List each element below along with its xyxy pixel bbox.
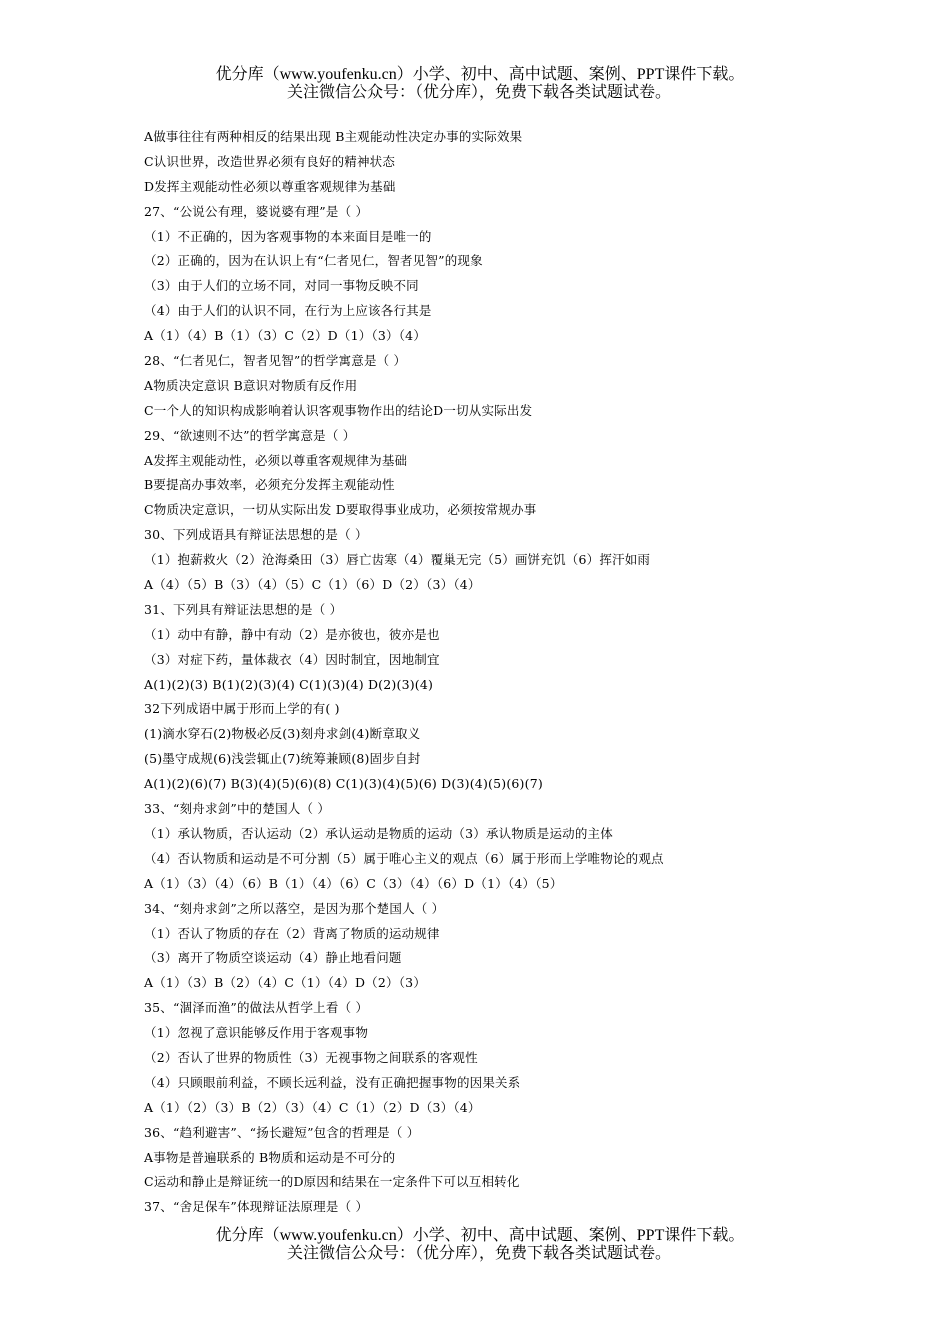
text-line: （1）动中有静，静中有动（2）是亦彼也，彼亦是也 [144, 626, 440, 642]
text-line: A物质决定意识 B意识对物质有反作用 [144, 377, 358, 393]
text-line: （1）忽视了意识能够反作用于客观事物 [144, 1025, 369, 1041]
text-line: （1）抱薪救火（2）沧海桑田（3）唇亡齿寒（4）覆巢无完（5）画饼充饥（6）挥汗如雨 [144, 552, 651, 568]
text-line: A发挥主观能动性，必须以尊重客观规律为基础 [144, 452, 408, 468]
text-line: 28、“仁者见仁，智者见智”的哲学寓意是（ ） [144, 353, 407, 369]
text-line: 35、“涸泽而渔”的做法从哲学上看（ ） [144, 1000, 369, 1016]
text-line: （4）否认物质和运动是不可分割（5）属于唯心主义的观点（6）属于形而上学唯物论的观点 [144, 850, 664, 866]
document-body [144, 125, 844, 1220]
text-line: (1)滴水穿石(2)物极必反(3)刻舟求剑(4)断章取义 [144, 726, 421, 742]
text-line: 33、“刻舟求剑”中的楚国人（ ） [144, 801, 331, 817]
text-line: （1）否认了物质的存在（2）背离了物质的运动规律 [144, 925, 440, 941]
text-line: A(1)(2)(6)(7) B(3)(4)(5)(6)(8) C(1)(3)(4)(5)(6) D(3)(4)(5)(6)(7) [144, 776, 543, 792]
page-header [0, 66, 950, 102]
text-line: A（1）（2）（3）B（2）（3）（4）C（1）（2）D（3）（4） [144, 1099, 481, 1115]
text-line: （3）由于人们的立场不同，对同一事物反映不同 [144, 278, 419, 294]
text-line: （4）由于人们的认识不同，在行为上应该各行其是 [144, 303, 432, 319]
text-line: （1）不正确的，因为客观事物的本来面目是唯一的 [144, 228, 432, 244]
text-line: A做事往往有两种相反的结果出现 B主观能动性决定办事的实际效果 [144, 129, 523, 144]
text-line: D发挥主观能动性必须以尊重客观规律为基础 [144, 178, 396, 194]
text-line: 34、“刻舟求剑”之所以落空，是因为那个楚国人（ ） [144, 900, 445, 916]
text-line: （3）离开了物质空谈运动（4）静止地看问题 [144, 950, 402, 966]
text-line: C物质决定意识，一切从实际出发 D要取得事业成功，必须按常规办事 [144, 502, 537, 518]
text-line: （2）正确的，因为在认识上有“仁者见仁，智者见智”的现象 [144, 253, 483, 269]
text-line: C一个人的知识构成影响着认识客观事物作出的结论D一切从实际出发 [144, 402, 533, 418]
text-line: （4）只顾眼前利益，不顾长远利益，没有正确把握事物的因果关系 [144, 1074, 521, 1090]
text-line: (5)墨守成规(6)浅尝辄止(7)统筹兼顾(8)固步自封 [144, 751, 421, 767]
text-line: 32下列成语中属于形而上学的有( ) [144, 701, 340, 717]
text-line: 36、“趋利避害”、“扬长避短”包含的哲理是（ ） [144, 1124, 420, 1140]
text-line: A（1）（4）B（1）（3）C（2）D（1）（3）（4） [144, 328, 427, 344]
header-promo-line: 优分库（www.youfenku.cn）小学、初中、高中试题、案例、PPT课件下载。 [215, 66, 745, 83]
text-line: 37、“舍足保车”体现辩证法原理是（ ） [144, 1199, 369, 1215]
text-line: C运动和静止是辩证统一的D原因和结果在一定条件下可以互相转化 [144, 1174, 520, 1190]
page-footer [0, 1227, 950, 1263]
text-line: B要提高办事效率，必须充分发挥主观能动性 [144, 477, 395, 493]
text-line: C认识世界，改造世界必须有良好的精神状态 [144, 153, 396, 169]
text-line: 29、“欲速则不达”的哲学寓意是（ ） [144, 427, 356, 443]
text-line: A（1）（3）B（2）（4）C（1）（4）D（2）（3） [144, 975, 427, 991]
text-line: （2）否认了世界的物质性（3）无视事物之间联系的客观性 [144, 1049, 478, 1065]
text-line: （3）对症下药，量体裁衣（4）因时制宜，因地制宜 [144, 651, 440, 667]
header-wechat-line: 关注微信公众号：（优分库），免费下载各类试题试卷。 [286, 84, 671, 101]
text-line: 27、“公说公有理，婆说婆有理”是（ ） [144, 203, 369, 219]
footer-wechat-line: 关注微信公众号：（优分库），免费下载各类试题试卷。 [286, 1245, 671, 1262]
footer-promo-line: 优分库（www.youfenku.cn）小学、初中、高中试题、案例、PPT课件下载。 [215, 1227, 745, 1244]
text-line: （1）承认物质，否认运动（2）承认运动是物质的运动（3）承认物质是运动的主体 [144, 825, 613, 841]
text-line: 30、下列成语具有辩证法思想的是（ ） [144, 527, 368, 543]
text-line: A事物是普遍联系的 B物质和运动是不可分的 [144, 1149, 396, 1165]
text-line: A(1)(2)(3) B(1)(2)(3)(4) C(1)(3)(4) D(2)(3)(4) [144, 676, 434, 692]
text-line: 31、下列具有辩证法思想的是（ ） [144, 601, 343, 617]
text-line: A（4）（5）B（3）（4）（5）C（1）（6）D（2）（3）（4） [144, 577, 481, 593]
text-line: A（1）（3）（4）（6）B（1）（4）（6）C（3）（4）（6）D（1）（4）（5） [144, 875, 563, 891]
